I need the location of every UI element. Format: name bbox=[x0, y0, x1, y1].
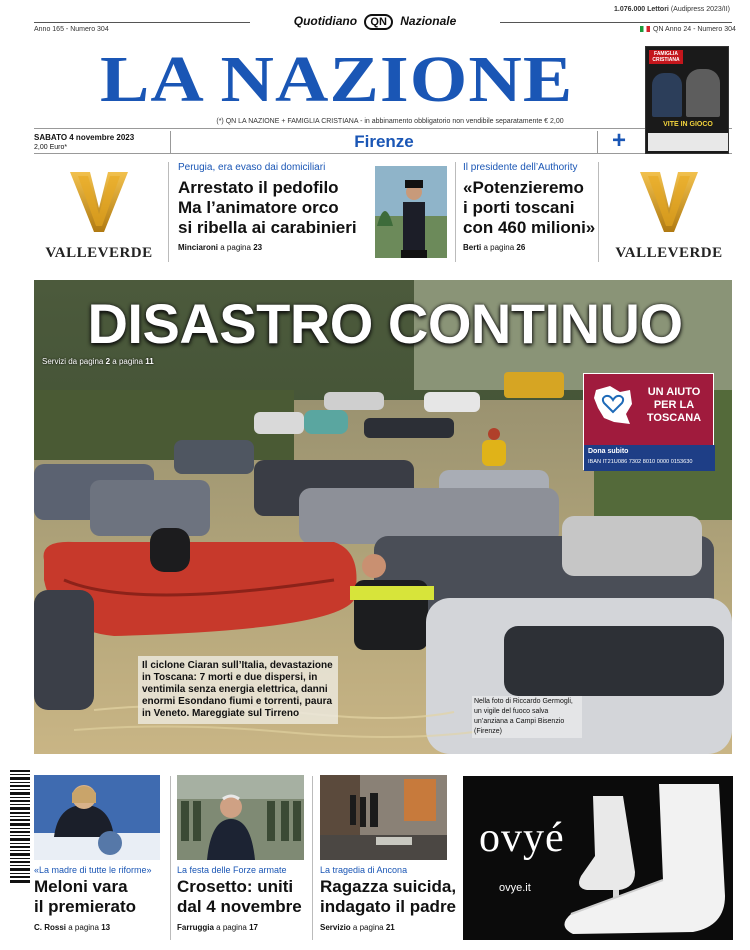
article-porti[interactable] bbox=[463, 162, 603, 262]
headline-line-2: il premierato bbox=[34, 897, 137, 916]
valleverde-ad-right[interactable] bbox=[604, 166, 734, 260]
servizi-from: 2 bbox=[105, 357, 111, 366]
italy-flag-icon bbox=[640, 26, 650, 32]
aiuto-line-1: UN AIUTO bbox=[647, 386, 701, 398]
magazine-figure-left bbox=[652, 73, 682, 117]
article-kicker: La tragedia di Ancona bbox=[320, 865, 408, 875]
magazine-footer-strip bbox=[648, 133, 728, 151]
plus-icon: + bbox=[612, 127, 627, 154]
article-author: Servizio bbox=[320, 923, 351, 932]
article-page-ref bbox=[34, 923, 166, 932]
article-page-ref bbox=[320, 923, 460, 932]
article-kicker: Perugia, era evaso dai domiciliari bbox=[178, 162, 326, 173]
photo-credit: Nella foto di Riccardo Germogli, un vigile del fuoco salva un’anziana a Campi Bisenzio (Firenze) bbox=[472, 696, 582, 738]
article-author: Farruggia bbox=[177, 923, 214, 932]
article-kicker: «La madre di tutte le riforme» bbox=[34, 865, 152, 875]
photo-caption: Il ciclone Ciaran sull’Italia, devastazione in Toscana: 7 morti e due dispersi, in ventimila senza energia elettrica, danni enormi Esondano fiumi e torrenti, paura in Veneto. Mareggiate sul Tirreno bbox=[138, 656, 338, 724]
famiglia-cristiana-cover[interactable] bbox=[645, 46, 729, 154]
divider bbox=[168, 162, 169, 262]
headline-line-3: si ribella ai carabinieri bbox=[178, 218, 357, 237]
issue-price: 2,00 Euro* bbox=[34, 144, 68, 151]
article-headline bbox=[178, 178, 374, 238]
anno-left: Anno 165 - Numero 304 bbox=[34, 26, 109, 33]
top-rule-right bbox=[486, 22, 732, 23]
aiuto-toscana-box[interactable] bbox=[583, 373, 714, 470]
aiuto-donation bbox=[584, 445, 715, 471]
article-author: Berti bbox=[463, 243, 482, 252]
page-number: 21 bbox=[385, 923, 395, 932]
article-meloni[interactable] bbox=[34, 865, 166, 932]
issue-date: SABATO 4 novembre 2023 bbox=[34, 133, 135, 142]
lettori-info bbox=[614, 6, 730, 13]
headline-line-3: con 460 milioni» bbox=[463, 218, 596, 237]
masthead-title: LA NAZIONE bbox=[100, 43, 574, 116]
headline-line-2: i porti toscani bbox=[463, 198, 575, 217]
quotidiano-label: Quotidiano bbox=[293, 14, 358, 28]
servizi-ref bbox=[42, 357, 154, 366]
divider bbox=[170, 776, 171, 940]
tuscany-heart-icon bbox=[590, 382, 636, 428]
article-headline bbox=[320, 877, 460, 917]
ref-text: a pagina bbox=[352, 923, 384, 932]
magazine-figure-right bbox=[686, 69, 720, 117]
anno-right bbox=[640, 26, 736, 33]
article-page-ref bbox=[178, 243, 374, 252]
main-headline: DISASTRO CONTINUO bbox=[87, 292, 683, 355]
qn-logo: QN bbox=[364, 14, 393, 30]
carabiniere-photo bbox=[375, 166, 447, 258]
article-pedofilo[interactable] bbox=[178, 162, 374, 262]
ovye-ad[interactable] bbox=[463, 776, 733, 940]
ref-text: a pagina bbox=[220, 243, 251, 252]
nazionale-label: Nazionale bbox=[400, 14, 457, 28]
aiuto-line-3: TOSCANA bbox=[646, 412, 702, 424]
aiuto-headline bbox=[636, 386, 712, 425]
barcode-icon bbox=[10, 770, 30, 886]
divider bbox=[455, 162, 456, 262]
page-number: 17 bbox=[249, 923, 258, 932]
article-headline bbox=[463, 178, 603, 238]
qn-strip bbox=[250, 14, 500, 32]
page-number: 23 bbox=[253, 243, 263, 252]
ovye-logo: ovyé bbox=[479, 815, 565, 861]
ref-text: a pagina bbox=[216, 923, 247, 932]
valleverde-name: VALLEVERDE bbox=[45, 245, 153, 261]
article-author: Minciaroni bbox=[178, 243, 219, 252]
headline-line-1: Ragazza suicida, bbox=[320, 877, 457, 896]
ovye-url[interactable]: ovye.it bbox=[499, 882, 531, 894]
crosetto-photo bbox=[177, 775, 304, 860]
anno-right-text: QN Anno 24 - Numero 304 bbox=[653, 26, 736, 33]
headline-line-1: «Potenzieremo bbox=[463, 178, 584, 197]
iban-text: IBAN IT21U086 7302 8010 0000 0153630 bbox=[588, 459, 693, 465]
article-page-ref bbox=[463, 243, 603, 252]
ref-text: a pagina bbox=[68, 923, 99, 932]
article-kicker: La festa delle Forze armate bbox=[177, 865, 287, 875]
aiuto-line-2: PER LA bbox=[653, 399, 695, 411]
valleverde-name: VALLEVERDE bbox=[615, 245, 723, 261]
magazine-headline: VITE IN GIOCO bbox=[663, 121, 713, 128]
top-rule-left bbox=[34, 22, 264, 23]
valleverde-logo-icon bbox=[638, 168, 700, 234]
dona-label: Dona subito bbox=[588, 448, 629, 455]
ref-text: a pagina bbox=[483, 243, 515, 252]
divider bbox=[312, 776, 313, 940]
servizi-to: 11 bbox=[145, 357, 154, 366]
headline-line-1: Arrestato il pedofilo bbox=[178, 178, 339, 197]
valleverde-ad-left[interactable] bbox=[34, 166, 164, 260]
magazine-title: FAMIGLIA CRISTIANA bbox=[649, 50, 683, 64]
edition-name: Firenze bbox=[170, 131, 598, 153]
lettori-count: 1.076.000 Lettori bbox=[614, 6, 669, 13]
meloni-photo bbox=[34, 775, 160, 860]
article-headline bbox=[34, 877, 166, 917]
valleverde-logo-icon bbox=[68, 168, 130, 234]
divider bbox=[598, 162, 599, 262]
headline-line-1: Meloni vara bbox=[34, 877, 128, 896]
headline-line-2: indagato il padre bbox=[320, 897, 457, 916]
article-crosetto[interactable] bbox=[177, 865, 309, 932]
article-kicker: Il presidente dell’Authority bbox=[463, 162, 578, 173]
article-author: C. Rossi bbox=[34, 923, 67, 932]
audipress: (Audipress 2023/II) bbox=[670, 6, 730, 13]
article-headline bbox=[177, 877, 309, 917]
ancona-photo bbox=[320, 775, 447, 860]
masthead-subtitle: (*) QN LA NAZIONE + FAMIGLIA CRISTIANA - in abbinamento obbligatorio non vendibile separatamente € 2,00 bbox=[216, 118, 564, 125]
article-page-ref bbox=[177, 923, 309, 932]
headline-line-2: Ma l’animatore orco bbox=[178, 198, 339, 217]
headline-line-2: dal 4 novembre bbox=[177, 897, 302, 916]
headline-line-1: Crosetto: uniti bbox=[177, 877, 294, 896]
article-ancona[interactable] bbox=[320, 865, 460, 932]
page-number: 26 bbox=[516, 243, 526, 252]
servizi-prefix: Servizi da pagina bbox=[42, 357, 104, 366]
page-number: 13 bbox=[101, 923, 111, 932]
servizi-mid: a pagina bbox=[112, 357, 143, 366]
